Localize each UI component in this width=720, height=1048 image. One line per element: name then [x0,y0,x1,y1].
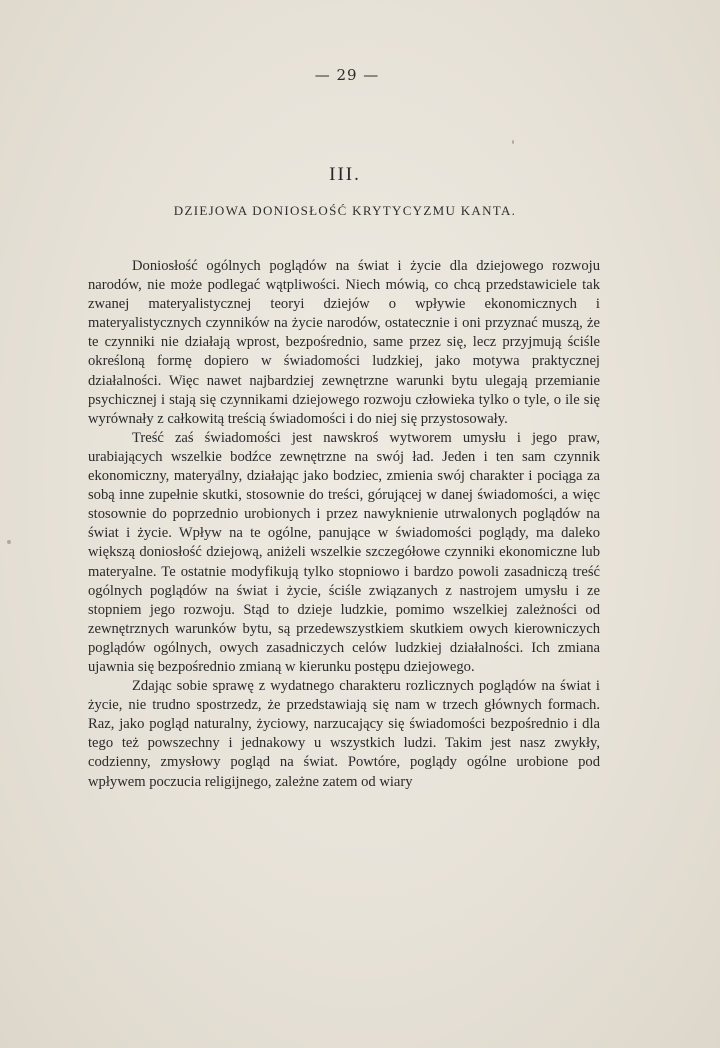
paragraph: Treść zaś świadomości jest nawskroś wytworem umysłu i jego praw, urabiających wszelkie bodźce zewnętrzne na swój ład. Jeden i ten sam czynnik ekonomiczny, materyalny, działając jako bodziec, zmienia swój charakter i pociąga za sobą inne zupełnie skutki, stosownie do treści, górującej w danej świadomości, a więc stosownie do poprzednio urobionych i przez nawyknienie utrwalonych poglądów na świat i życie. Wpływ na te ogólne, panujące w świadomości poglądy, ma daleko większą doniosłość dziejową, aniżeli wszelkie szczegółowe czynniki ekonomiczne lub materyalne. Te ostatnie modyfikują tylko stopniowo i bardzo powoli zasadniczą treść ogólnych poglądów na świat i życie, ściśle związanych z nastrojem umysłu i ze stopniem jego rozwoju. Stąd to dzieje ludzkie, pomimo wszelkiej zależności od zewnętrznych warunków bytu, są przedewszystkiem skutkiem owych kierowniczych poglądów ogólnych, owych zasadniczych celów ludzkiej działalności. Ich zmiana ujawnia się bezpośrednio zmianą w kierunku postępu dziejowego. [88,429,600,675]
paper-speck [512,140,514,144]
body-text [88,257,600,792]
paper-speck [7,540,11,544]
chapter-numeral: III. [329,164,361,185]
chapter-title: DZIEJOWA DONIOSŁOŚĆ KRYTYCYZMU KANTA. [173,203,517,218]
paragraph: Doniosłość ogólnych poglądów na świat i życie dla dziejowego rozwoju narodów, nie może podlegać wątpliwości. Niech mówią, co chcą przedstawiciele tak zwanej materyalistycznej teoryi dziejów o wpływie ekonomicznych i materyalistycznych czynników na życie narodów, ostatecznie i oni przyznać muszą, że te czynniki nie działają wprost, bezpośrednio, same przez się, lecz przyjmują ściśle określoną formę dopiero w świadomości ludzkiej, jako motywa praktycznej działalności. Więc nawet najbardziej zewnętrzne warunki bytu ulegają przemianie psychicznej i stają się czynnikami dziejowego rozwoju człowieka tylko o tyle, o ile się wyrównały z całkowitą treścią świadomości i do niej się przystosowały. [88,258,600,427]
paragraph: Zdając sobie sprawę z wydatnego charakteru rozlicznych poglądów na świat i życie, nie trudno spostrzedz, że przedstawiają się nam w trzech głównych formach. Raz, jako pogląd naturalny, życiowy, narzucający się świadomości bezpośrednio i dla tego też powszechny i jednakowy u wszystkich ludzi. Takim jest nasz zwykły, codzienny, zmysłowy pogląd na świat. Powtóre, poglądy ogólne urobione pod wpływem poczucia religijnego, zależne zatem od wiary [88,678,600,790]
page-number: — 29 — [314,66,380,84]
